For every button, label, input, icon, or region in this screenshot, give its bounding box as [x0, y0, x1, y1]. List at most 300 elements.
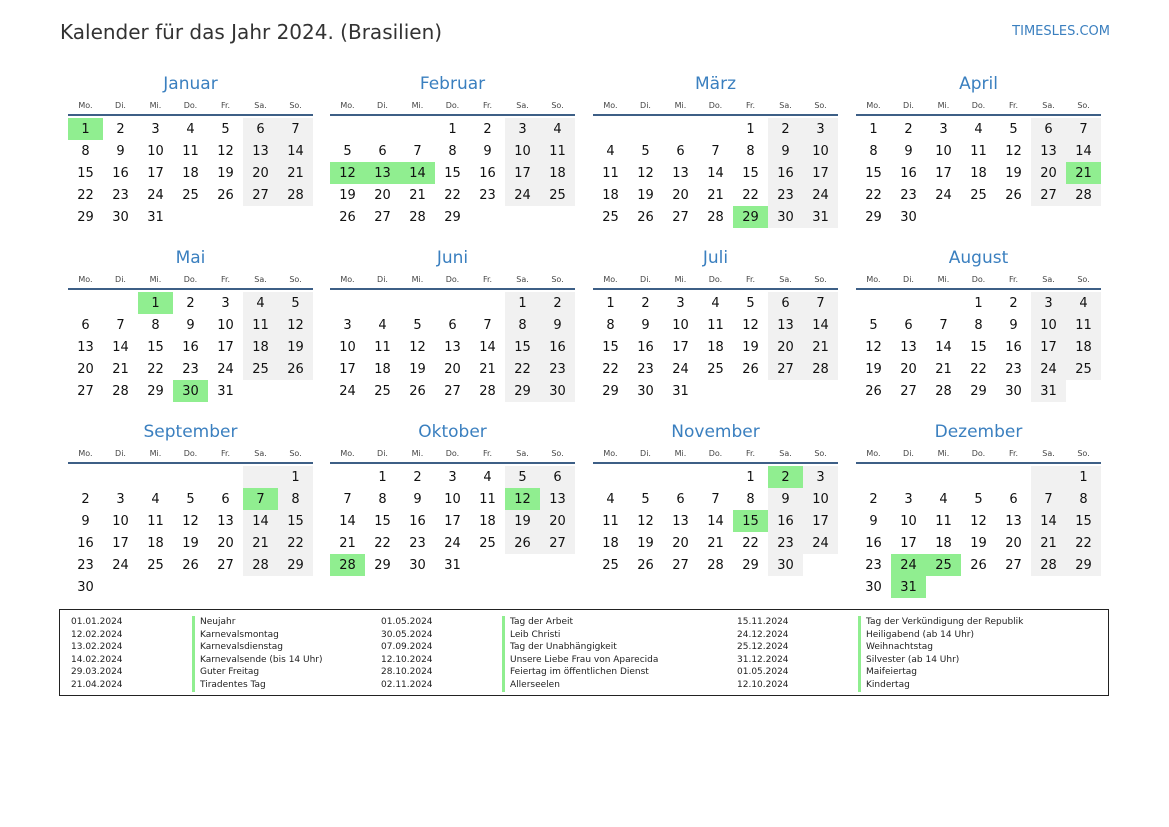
day-cell: 30 [77, 579, 94, 595]
day-cell: 6 [1009, 491, 1018, 507]
day-cell: 5 [746, 295, 755, 311]
day-cell: 22 [77, 187, 94, 203]
day-grid [68, 118, 313, 228]
day-cell: 15 [970, 339, 987, 355]
day-cell: 8 [746, 143, 755, 159]
day-cell: 12 [742, 317, 759, 333]
holiday-name: Tag der Arbeit [502, 616, 573, 629]
day-cell: 17 [935, 165, 952, 181]
day-empty [926, 466, 961, 488]
day-cell: 7 [939, 317, 948, 333]
day-cell: 3 [1031, 292, 1066, 314]
day-cell: 11 [147, 513, 164, 529]
weekday-label: Fr. [745, 449, 756, 458]
day-cell: 25 [182, 187, 199, 203]
day-cell: 18 [147, 535, 164, 551]
day-empty [593, 118, 628, 140]
day-cell: 4 [483, 469, 492, 485]
day-cell: 8 [746, 491, 755, 507]
day-cell: 14 [112, 339, 129, 355]
day-cell: 2 [540, 292, 575, 314]
day-cell: 18 [540, 162, 575, 184]
weekday-label: Mi. [411, 101, 424, 110]
weekday-label: So. [814, 101, 827, 110]
holiday-date: 28.10.2024 [381, 667, 433, 678]
month-1 [68, 73, 313, 228]
day-empty [330, 292, 365, 314]
day-cell: 15 [374, 513, 391, 529]
weekday-header [593, 445, 838, 464]
day-cell: 5 [505, 466, 540, 488]
day-cell: 23 [637, 361, 654, 377]
day-cell: 8 [974, 317, 983, 333]
holiday-name: Neujahr [192, 616, 235, 629]
day-cell: 6 [378, 143, 387, 159]
holiday-row [60, 616, 323, 629]
day-cell: 20 [540, 510, 575, 532]
day-empty [138, 466, 173, 488]
day-cell: 26 [278, 358, 313, 380]
day-cell: 18 [602, 535, 619, 551]
day-cell: 2 [483, 121, 492, 137]
holiday-date: 21.04.2024 [71, 679, 123, 690]
day-cell: 21 [1031, 532, 1066, 554]
weekday-label: So. [289, 101, 302, 110]
day-cell: 29 [444, 209, 461, 225]
month-name: Juni [436, 248, 469, 268]
day-cell: 27 [77, 383, 94, 399]
day-cell: 26 [637, 557, 654, 573]
day-cell: 19 [182, 535, 199, 551]
day-cell: 21 [479, 361, 496, 377]
holiday-row [726, 679, 1023, 692]
month-name: Oktober [418, 422, 487, 442]
month-name: Februar [419, 74, 486, 94]
day-cell: 19 [742, 339, 759, 355]
month-4 [856, 73, 1101, 228]
day-cell: 19 [278, 336, 313, 358]
day-cell: 20 [768, 336, 803, 358]
day-cell: 18 [1066, 336, 1101, 358]
weekday-label: Mo. [603, 101, 618, 110]
day-cell: 6 [540, 466, 575, 488]
weekday-label: Do. [971, 275, 986, 284]
weekday-header [68, 445, 313, 464]
day-cell: 28 [409, 209, 426, 225]
holiday-name: Weihnachtstag [858, 641, 933, 654]
day-cell: 27 [243, 184, 278, 206]
day-cell: 26 [217, 187, 234, 203]
day-cell: 19 [970, 535, 987, 551]
day-grid [856, 118, 1101, 228]
day-cell: 20 [217, 535, 234, 551]
day-cell: 4 [540, 118, 575, 140]
day-cell: 20 [243, 162, 278, 184]
day-cell: 16 [865, 535, 882, 551]
holiday-name: Kindertag [858, 679, 910, 692]
weekday-label: So. [1077, 275, 1090, 284]
day-cell: 5 [186, 491, 195, 507]
day-cell: 8 [505, 314, 540, 336]
day-cell: 3 [803, 118, 838, 140]
day-cell: 13 [672, 165, 689, 181]
day-empty [103, 292, 138, 314]
day-cell: 15 [444, 165, 461, 181]
holiday-day-cell: 21 [1066, 162, 1101, 184]
day-cell: 27 [672, 209, 689, 225]
holiday-row [60, 679, 323, 692]
day-cell: 12 [637, 513, 654, 529]
weekday-label: Sa. [516, 449, 529, 458]
day-cell: 29 [865, 209, 882, 225]
day-cell: 11 [374, 339, 391, 355]
holiday-name: Karnevalsdienstag [192, 641, 283, 654]
day-cell: 10 [505, 140, 540, 162]
day-cell: 10 [935, 143, 952, 159]
weekday-label: Do. [971, 101, 986, 110]
day-cell: 17 [672, 339, 689, 355]
holiday-date: 31.12.2024 [737, 654, 789, 665]
month-name: Juli [702, 248, 729, 268]
day-cell: 4 [378, 317, 387, 333]
day-cell: 6 [768, 292, 803, 314]
day-cell: 24 [803, 532, 838, 554]
day-cell: 30 [900, 209, 917, 225]
day-cell: 10 [672, 317, 689, 333]
day-cell: 27 [672, 557, 689, 573]
day-empty [698, 118, 733, 140]
day-cell: 23 [409, 535, 426, 551]
holiday-date: 30.05.2024 [381, 629, 433, 640]
day-cell: 7 [278, 118, 313, 140]
weekday-label: Do. [445, 101, 460, 110]
day-cell: 22 [505, 358, 540, 380]
holiday-list [59, 609, 1109, 696]
day-cell: 19 [505, 510, 540, 532]
holiday-date: 07.09.2024 [381, 642, 433, 653]
day-cell: 10 [339, 339, 356, 355]
day-cell: 31 [444, 557, 461, 573]
day-empty [173, 466, 208, 488]
day-cell: 19 [217, 165, 234, 181]
day-cell: 16 [637, 339, 654, 355]
month-6 [330, 247, 575, 402]
day-cell: 7 [116, 317, 125, 333]
day-cell: 17 [147, 165, 164, 181]
day-empty [891, 466, 926, 488]
day-cell: 6 [448, 317, 457, 333]
day-empty [68, 466, 103, 488]
holiday-row [726, 629, 1023, 642]
day-cell: 10 [217, 317, 234, 333]
day-cell: 15 [602, 339, 619, 355]
day-cell: 5 [343, 143, 352, 159]
weekday-label: Mo. [340, 101, 355, 110]
holiday-name: Silvester (ab 14 Uhr) [858, 654, 959, 667]
day-cell: 4 [711, 295, 720, 311]
day-cell: 25 [602, 209, 619, 225]
day-cell: 1 [869, 121, 878, 137]
day-cell: 27 [768, 358, 803, 380]
day-cell: 3 [939, 121, 948, 137]
day-cell: 10 [444, 491, 461, 507]
day-cell: 12 [970, 513, 987, 529]
holiday-row [370, 666, 658, 679]
day-cell: 26 [339, 209, 356, 225]
day-empty [891, 292, 926, 314]
day-cell: 18 [970, 165, 987, 181]
day-cell: 1 [606, 295, 615, 311]
month-11 [593, 421, 838, 576]
day-cell: 10 [147, 143, 164, 159]
day-cell: 20 [1031, 162, 1066, 184]
holiday-day-cell: 7 [243, 488, 278, 510]
weekday-label: Mi. [411, 449, 424, 458]
day-cell: 28 [479, 383, 496, 399]
day-cell: 23 [1005, 361, 1022, 377]
holiday-column [726, 616, 1023, 692]
holiday-row [60, 629, 323, 642]
day-cell: 17 [505, 162, 540, 184]
day-cell: 18 [602, 187, 619, 203]
day-empty [365, 292, 400, 314]
weekday-label: Fr. [220, 449, 231, 458]
day-cell: 1 [746, 121, 755, 137]
day-cell: 3 [151, 121, 160, 137]
day-empty [663, 118, 698, 140]
holiday-day-cell: 30 [173, 380, 208, 402]
day-empty [856, 292, 891, 314]
weekday-label: So. [1077, 449, 1090, 458]
weekday-header [330, 445, 575, 464]
day-empty [68, 292, 103, 314]
day-cell: 3 [676, 295, 685, 311]
holiday-row [726, 616, 1023, 629]
month-name: März [695, 74, 736, 94]
day-cell: 19 [1005, 165, 1022, 181]
day-cell: 17 [803, 162, 838, 184]
weekday-label: Fr. [1008, 449, 1019, 458]
day-cell: 14 [1066, 140, 1101, 162]
day-cell: 6 [1031, 118, 1066, 140]
day-cell: 25 [1066, 358, 1101, 380]
weekday-label: Fr. [482, 101, 493, 110]
day-cell: 29 [278, 554, 313, 576]
weekday-label: Sa. [254, 449, 267, 458]
day-cell: 13 [768, 314, 803, 336]
holiday-date: 01.01.2024 [71, 617, 123, 627]
holiday-day-cell: 25 [926, 554, 961, 576]
weekday-label: Sa. [254, 101, 267, 110]
day-cell: 11 [243, 314, 278, 336]
day-cell: 2 [768, 118, 803, 140]
month-9 [68, 421, 313, 598]
holiday-row [370, 654, 658, 667]
day-cell: 17 [112, 535, 129, 551]
holiday-date: 14.02.2024 [71, 654, 123, 665]
weekday-label: Mi. [149, 101, 162, 110]
day-cell: 16 [768, 510, 803, 532]
day-cell: 24 [112, 557, 129, 573]
weekday-label: Mi. [674, 275, 687, 284]
day-empty [628, 466, 663, 488]
day-cell: 4 [939, 491, 948, 507]
day-cell: 22 [970, 361, 987, 377]
day-cell: 20 [672, 187, 689, 203]
weekday-label: Mi. [674, 101, 687, 110]
day-cell: 28 [935, 383, 952, 399]
weekday-label: Di. [903, 101, 914, 110]
day-cell: 5 [641, 491, 650, 507]
weekday-header [330, 97, 575, 116]
weekday-label: Fr. [220, 101, 231, 110]
holiday-row [370, 679, 658, 692]
day-cell: 7 [1066, 118, 1101, 140]
day-cell: 17 [1031, 336, 1066, 358]
holiday-name: Maifeiertag [858, 666, 917, 679]
day-cell: 30 [637, 383, 654, 399]
holiday-day-cell: 1 [68, 118, 103, 140]
weekday-label: Fr. [482, 275, 493, 284]
weekday-label: Di. [640, 101, 651, 110]
day-cell: 30 [540, 380, 575, 402]
day-cell: 1 [1066, 466, 1101, 488]
day-cell: 25 [970, 187, 987, 203]
day-cell: 5 [1009, 121, 1018, 137]
day-cell: 14 [479, 339, 496, 355]
day-cell: 7 [413, 143, 422, 159]
weekday-header [68, 97, 313, 116]
holiday-name: Leib Christi [502, 629, 560, 642]
day-cell: 13 [900, 339, 917, 355]
day-cell: 8 [448, 143, 457, 159]
day-cell: 16 [768, 162, 803, 184]
day-cell: 29 [742, 557, 759, 573]
day-empty [628, 118, 663, 140]
day-cell: 12 [637, 165, 654, 181]
day-cell: 16 [77, 535, 94, 551]
day-grid [68, 466, 313, 598]
weekday-label: Sa. [516, 275, 529, 284]
holiday-row [60, 641, 323, 654]
day-cell: 19 [409, 361, 426, 377]
day-cell: 16 [409, 513, 426, 529]
weekday-header [593, 271, 838, 290]
day-cell: 14 [707, 513, 724, 529]
holiday-date: 02.11.2024 [381, 679, 433, 690]
day-cell: 4 [243, 292, 278, 314]
day-cell: 8 [1066, 488, 1101, 510]
day-cell: 13 [444, 339, 461, 355]
day-empty [330, 466, 365, 488]
day-grid [593, 466, 838, 576]
day-cell: 15 [865, 165, 882, 181]
day-grid [856, 292, 1101, 402]
day-empty [1031, 466, 1066, 488]
day-cell: 21 [409, 187, 426, 203]
day-cell: 11 [935, 513, 952, 529]
day-cell: 3 [505, 118, 540, 140]
weekday-header [856, 97, 1101, 116]
day-cell: 6 [676, 143, 685, 159]
day-cell: 13 [77, 339, 94, 355]
day-cell: 3 [116, 491, 125, 507]
day-cell: 10 [900, 513, 917, 529]
day-cell: 29 [970, 383, 987, 399]
day-cell: 20 [444, 361, 461, 377]
day-cell: 23 [768, 532, 803, 554]
holiday-day-cell: 12 [505, 488, 540, 510]
day-cell: 23 [77, 557, 94, 573]
weekday-label: Di. [115, 101, 126, 110]
day-grid [330, 118, 575, 228]
day-cell: 14 [707, 165, 724, 181]
weekday-label: Sa. [254, 275, 267, 284]
day-grid [330, 292, 575, 402]
weekday-label: So. [551, 275, 564, 284]
day-cell: 31 [217, 383, 234, 399]
page-title: Kalender für das Jahr 2024. (Brasilien) [60, 20, 443, 44]
day-cell: 20 [900, 361, 917, 377]
weekday-label: Mi. [149, 449, 162, 458]
day-cell: 9 [768, 488, 803, 510]
site-link[interactable]: TIMESLES.COM [1012, 24, 1110, 39]
day-cell: 22 [602, 361, 619, 377]
day-cell: 26 [182, 557, 199, 573]
weekday-label: Mo. [866, 275, 881, 284]
day-cell: 12 [409, 339, 426, 355]
day-cell: 2 [641, 295, 650, 311]
holiday-name: Tiradentes Tag [192, 679, 266, 692]
day-cell: 30 [865, 579, 882, 595]
weekday-label: Sa. [1042, 275, 1055, 284]
day-cell: 27 [217, 557, 234, 573]
weekday-label: Di. [115, 449, 126, 458]
day-cell: 22 [374, 535, 391, 551]
day-cell: 1 [746, 469, 755, 485]
day-cell: 19 [865, 361, 882, 377]
day-cell: 9 [768, 140, 803, 162]
weekday-label: Mi. [937, 101, 950, 110]
day-cell: 23 [900, 187, 917, 203]
day-cell: 20 [77, 361, 94, 377]
weekday-label: Do. [971, 449, 986, 458]
day-cell: 12 [278, 314, 313, 336]
holiday-date: 29.03.2024 [71, 667, 123, 678]
day-cell: 24 [1031, 358, 1066, 380]
day-cell: 13 [243, 140, 278, 162]
holiday-row [726, 641, 1023, 654]
weekday-label: Di. [640, 275, 651, 284]
day-cell: 24 [217, 361, 234, 377]
holiday-day-cell: 2 [768, 466, 803, 488]
day-cell: 21 [935, 361, 952, 377]
day-cell: 2 [81, 491, 90, 507]
day-cell: 21 [339, 535, 356, 551]
weekday-label: Di. [903, 449, 914, 458]
day-empty [103, 466, 138, 488]
weekday-label: Mi. [411, 275, 424, 284]
weekday-header [593, 97, 838, 116]
day-cell: 24 [339, 383, 356, 399]
day-empty [435, 292, 470, 314]
weekday-label: Do. [183, 275, 198, 284]
day-cell: 4 [606, 491, 615, 507]
weekday-label: Di. [377, 449, 388, 458]
weekday-label: Mi. [937, 449, 950, 458]
day-cell: 10 [112, 513, 129, 529]
month-name: Mai [175, 248, 206, 268]
